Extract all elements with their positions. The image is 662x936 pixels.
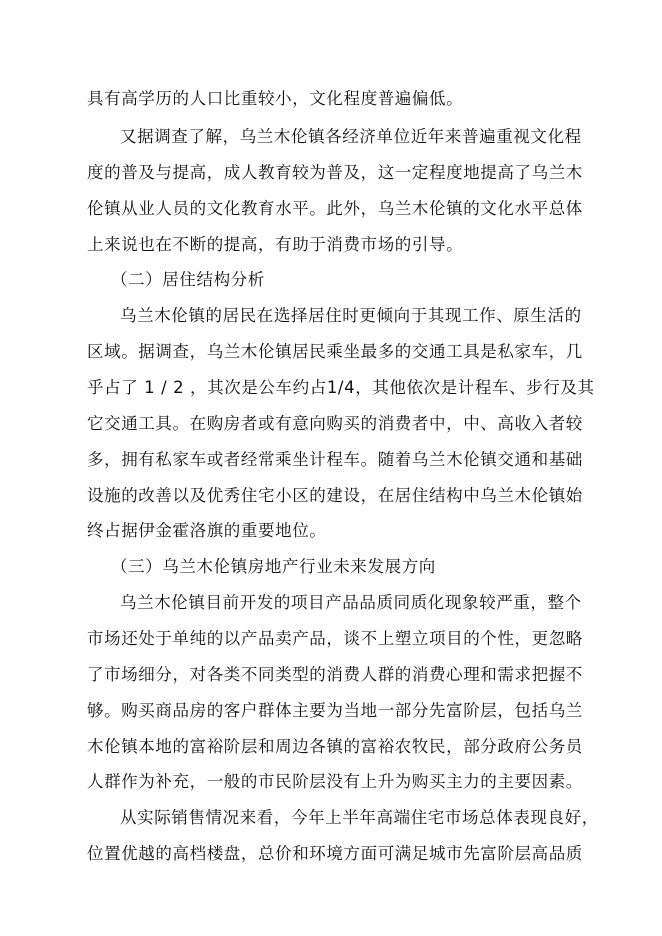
text-line: 乌兰木伦镇的居民在选择居住时更倾向于其现工作、原生活的 <box>120 306 582 325</box>
text-line: 乎占了 1 / 2 ，其次是公车约占1/4，其他依次是计程车、步行及其 <box>87 378 595 397</box>
text-line: 又据调查了解，乌兰木伦镇各经济单位近年来普遍重视文化程 <box>120 127 582 146</box>
text-line: 市场还处于单纯的以产品卖产品，谈不上塑立项目的个性，更忽略 <box>87 629 583 648</box>
text-line: 木伦镇本地的富裕阶层和周边各镇的富裕农牧民，部分政府公务员 <box>87 737 583 756</box>
text-line: 从实际销售情况来看，今年上半年高端住宅市场总体表现良好， <box>120 808 599 827</box>
text-line: 多，拥有私家车或者经常乘坐计程车。随着乌兰木伦镇交通和基础 <box>87 450 583 469</box>
text-line: 上来说也在不断的提高，有助于消费市场的引导。 <box>87 235 464 254</box>
text-line: 设施的改善以及优秀住宅小区的建设，在居住结构中乌兰木伦镇始 <box>87 486 583 505</box>
text-line: 区域。据调查，乌兰木伦镇居民乘坐最多的交通工具是私家车，几 <box>87 342 583 361</box>
text-line: 终占据伊金霍洛旗的重要地位。 <box>87 521 327 540</box>
text-line: 乌兰木伦镇目前开发的项目产品品质同质化现象较严重，整个 <box>120 593 582 612</box>
section-heading: （三）乌兰木伦镇房地产行业未来发展方向 <box>111 557 436 576</box>
text-line: 够。购买商品房的客户群体主要为当地一部分先富阶层，包括乌兰 <box>87 701 583 720</box>
text-line: 具有高学历的人口比重较小，文化程度普遍偏低。 <box>87 89 464 108</box>
section-heading: （二）居住结构分析 <box>111 270 265 289</box>
text-line: 伦镇从业人员的文化教育水平。此外，乌兰木伦镇的文化水平总体 <box>87 199 583 218</box>
text-line: 它交通工具。在购房者或有意向购买的消费者中，中、高收入者较 <box>87 414 583 433</box>
text-line: 位置优越的高档楼盘，总价和环境方面可满足城市先富阶层高品质 <box>87 844 583 863</box>
text-line: 度的普及与提高，成人教育较为普及，这一定程度地提高了乌兰木 <box>87 163 583 182</box>
text-line: 了市场细分，对各类不同类型的消费人群的消费心理和需求把握不 <box>87 665 583 684</box>
text-line: 人群作为补充，一般的市民阶层没有上升为购买主力的主要因素。 <box>87 772 583 791</box>
